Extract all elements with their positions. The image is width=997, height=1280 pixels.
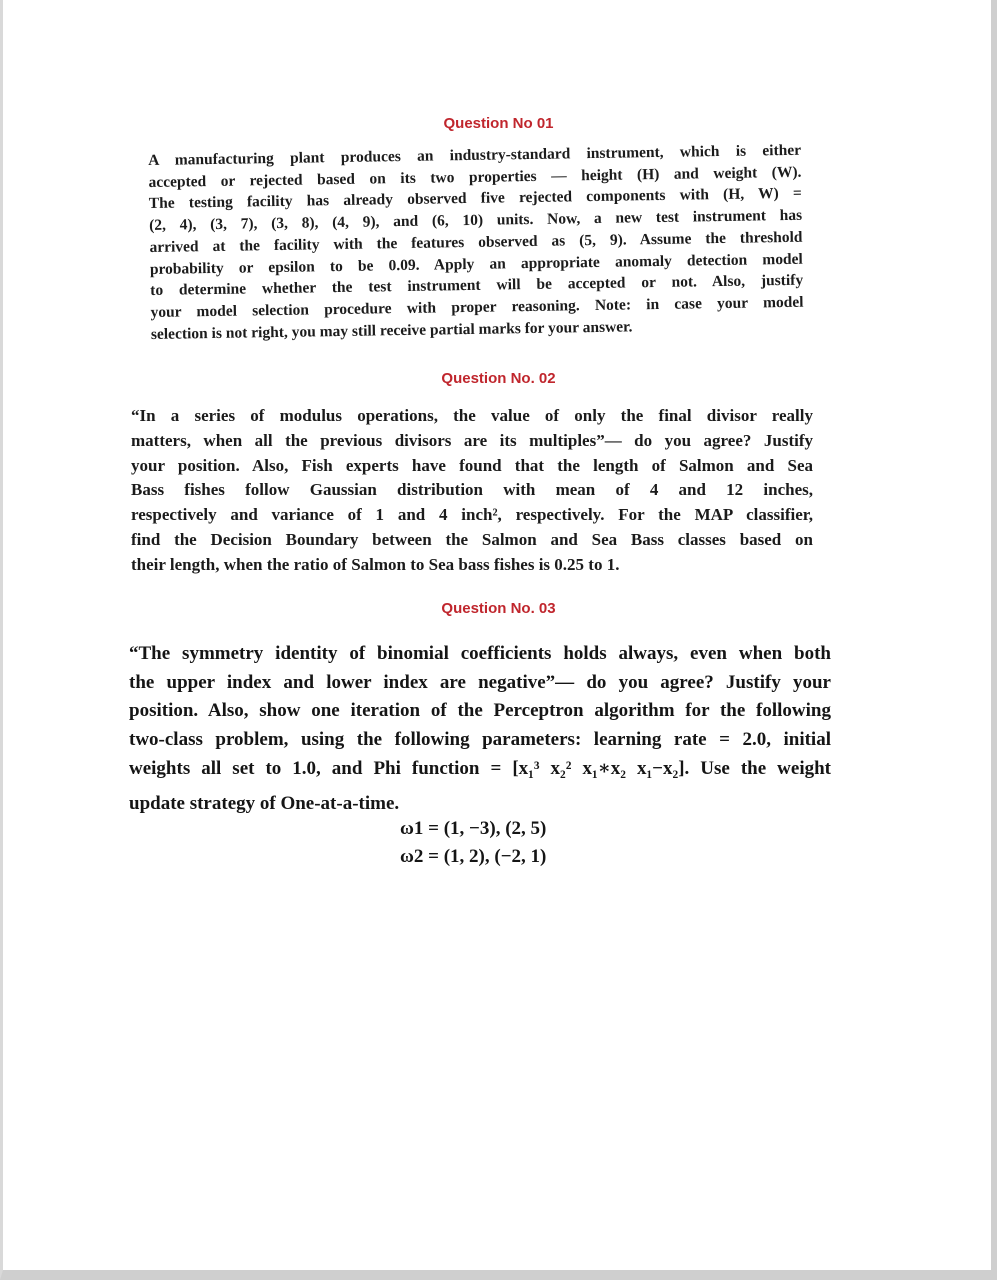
question-01-line: The testing facility has already observed five rejected components with (H, W) = bbox=[148, 185, 802, 213]
question-01-line: your model selection procedure with proper reasoning. Note: in case your model bbox=[150, 293, 804, 321]
question-02-line: their length, when the ratio of Salmon to Sea bass fishes is 0.25 to 1. bbox=[131, 554, 620, 574]
class-omega1-equation: ω1 = (1, −3), (2, 5) bbox=[400, 818, 547, 839]
question-03-line: “The symmetry identity of binomial coefficients holds always, even when both bbox=[129, 643, 831, 664]
question-03-body bbox=[129, 640, 831, 818]
question-01-line: arrived at the facility with the features observed as (5, 9). Assume the threshold bbox=[149, 228, 803, 256]
question-03-heading: Question No. 03 bbox=[441, 600, 556, 617]
question-03-line: weights all set to 1.0, and Phi function = [x₁³ x₂² x₁∗x₂ x₁−x₂]. Use the weight bbox=[129, 757, 831, 779]
question-02-heading: Question No. 02 bbox=[441, 370, 556, 387]
class-omega2-equation: ω2 = (1, 2), (−2, 1) bbox=[400, 846, 547, 867]
question-03-line: update strategy of One-at-a-time. bbox=[129, 792, 400, 814]
question-02-body bbox=[131, 404, 813, 578]
question-03-line: two-class problem, using the following parameters: learning rate = 2.0, initial bbox=[129, 729, 831, 751]
question-01-line: accepted or rejected based on its two properties — height (H) and weight (W). bbox=[148, 163, 802, 191]
question-03-line: the upper index and lower index are negative”— do you agree? Justify your bbox=[129, 671, 831, 693]
question-02-line: find the Decision Boundary between the Salmon and Sea Bass classes based on bbox=[131, 529, 813, 549]
question-01-line: (2, 4), (3, 7), (3, 8), (4, 9), and (6, 10) units. Now, a new test instrument has bbox=[149, 206, 803, 235]
question-01-line: probability or epsilon to be 0.09. Apply an appropriate anomaly detection model bbox=[149, 250, 803, 278]
question-02-line: your position. Also, Fish experts have found that the length of Salmon and Sea bbox=[131, 455, 813, 475]
question-02-line: respectively and variance of 1 and 4 inch², respectively. For the MAP classifier, bbox=[131, 505, 813, 525]
question-01-heading: Question No 01 bbox=[443, 115, 554, 132]
question-01-line: to determine whether the test instrument will be accepted or not. Also, justify bbox=[150, 271, 804, 300]
question-02-line: “In a series of modulus operations, the value of only the final divisor really bbox=[131, 406, 813, 425]
question-01-line: A manufacturing plant produces an industry-standard instrument, which is either bbox=[148, 141, 802, 169]
question-02-line: matters, when all the previous divisors are its multiples”— do you agree? Justify bbox=[131, 430, 813, 450]
question-02-line: Bass fishes follow Gaussian distribution with mean of 4 and 12 inches, bbox=[131, 480, 813, 500]
question-01-body bbox=[148, 140, 804, 346]
question-01-line: selection is not right, you may still receive partial marks for your answer. bbox=[150, 318, 633, 343]
question-03-line: position. Also, show one iteration of the Perceptron algorithm for the following bbox=[129, 700, 831, 722]
